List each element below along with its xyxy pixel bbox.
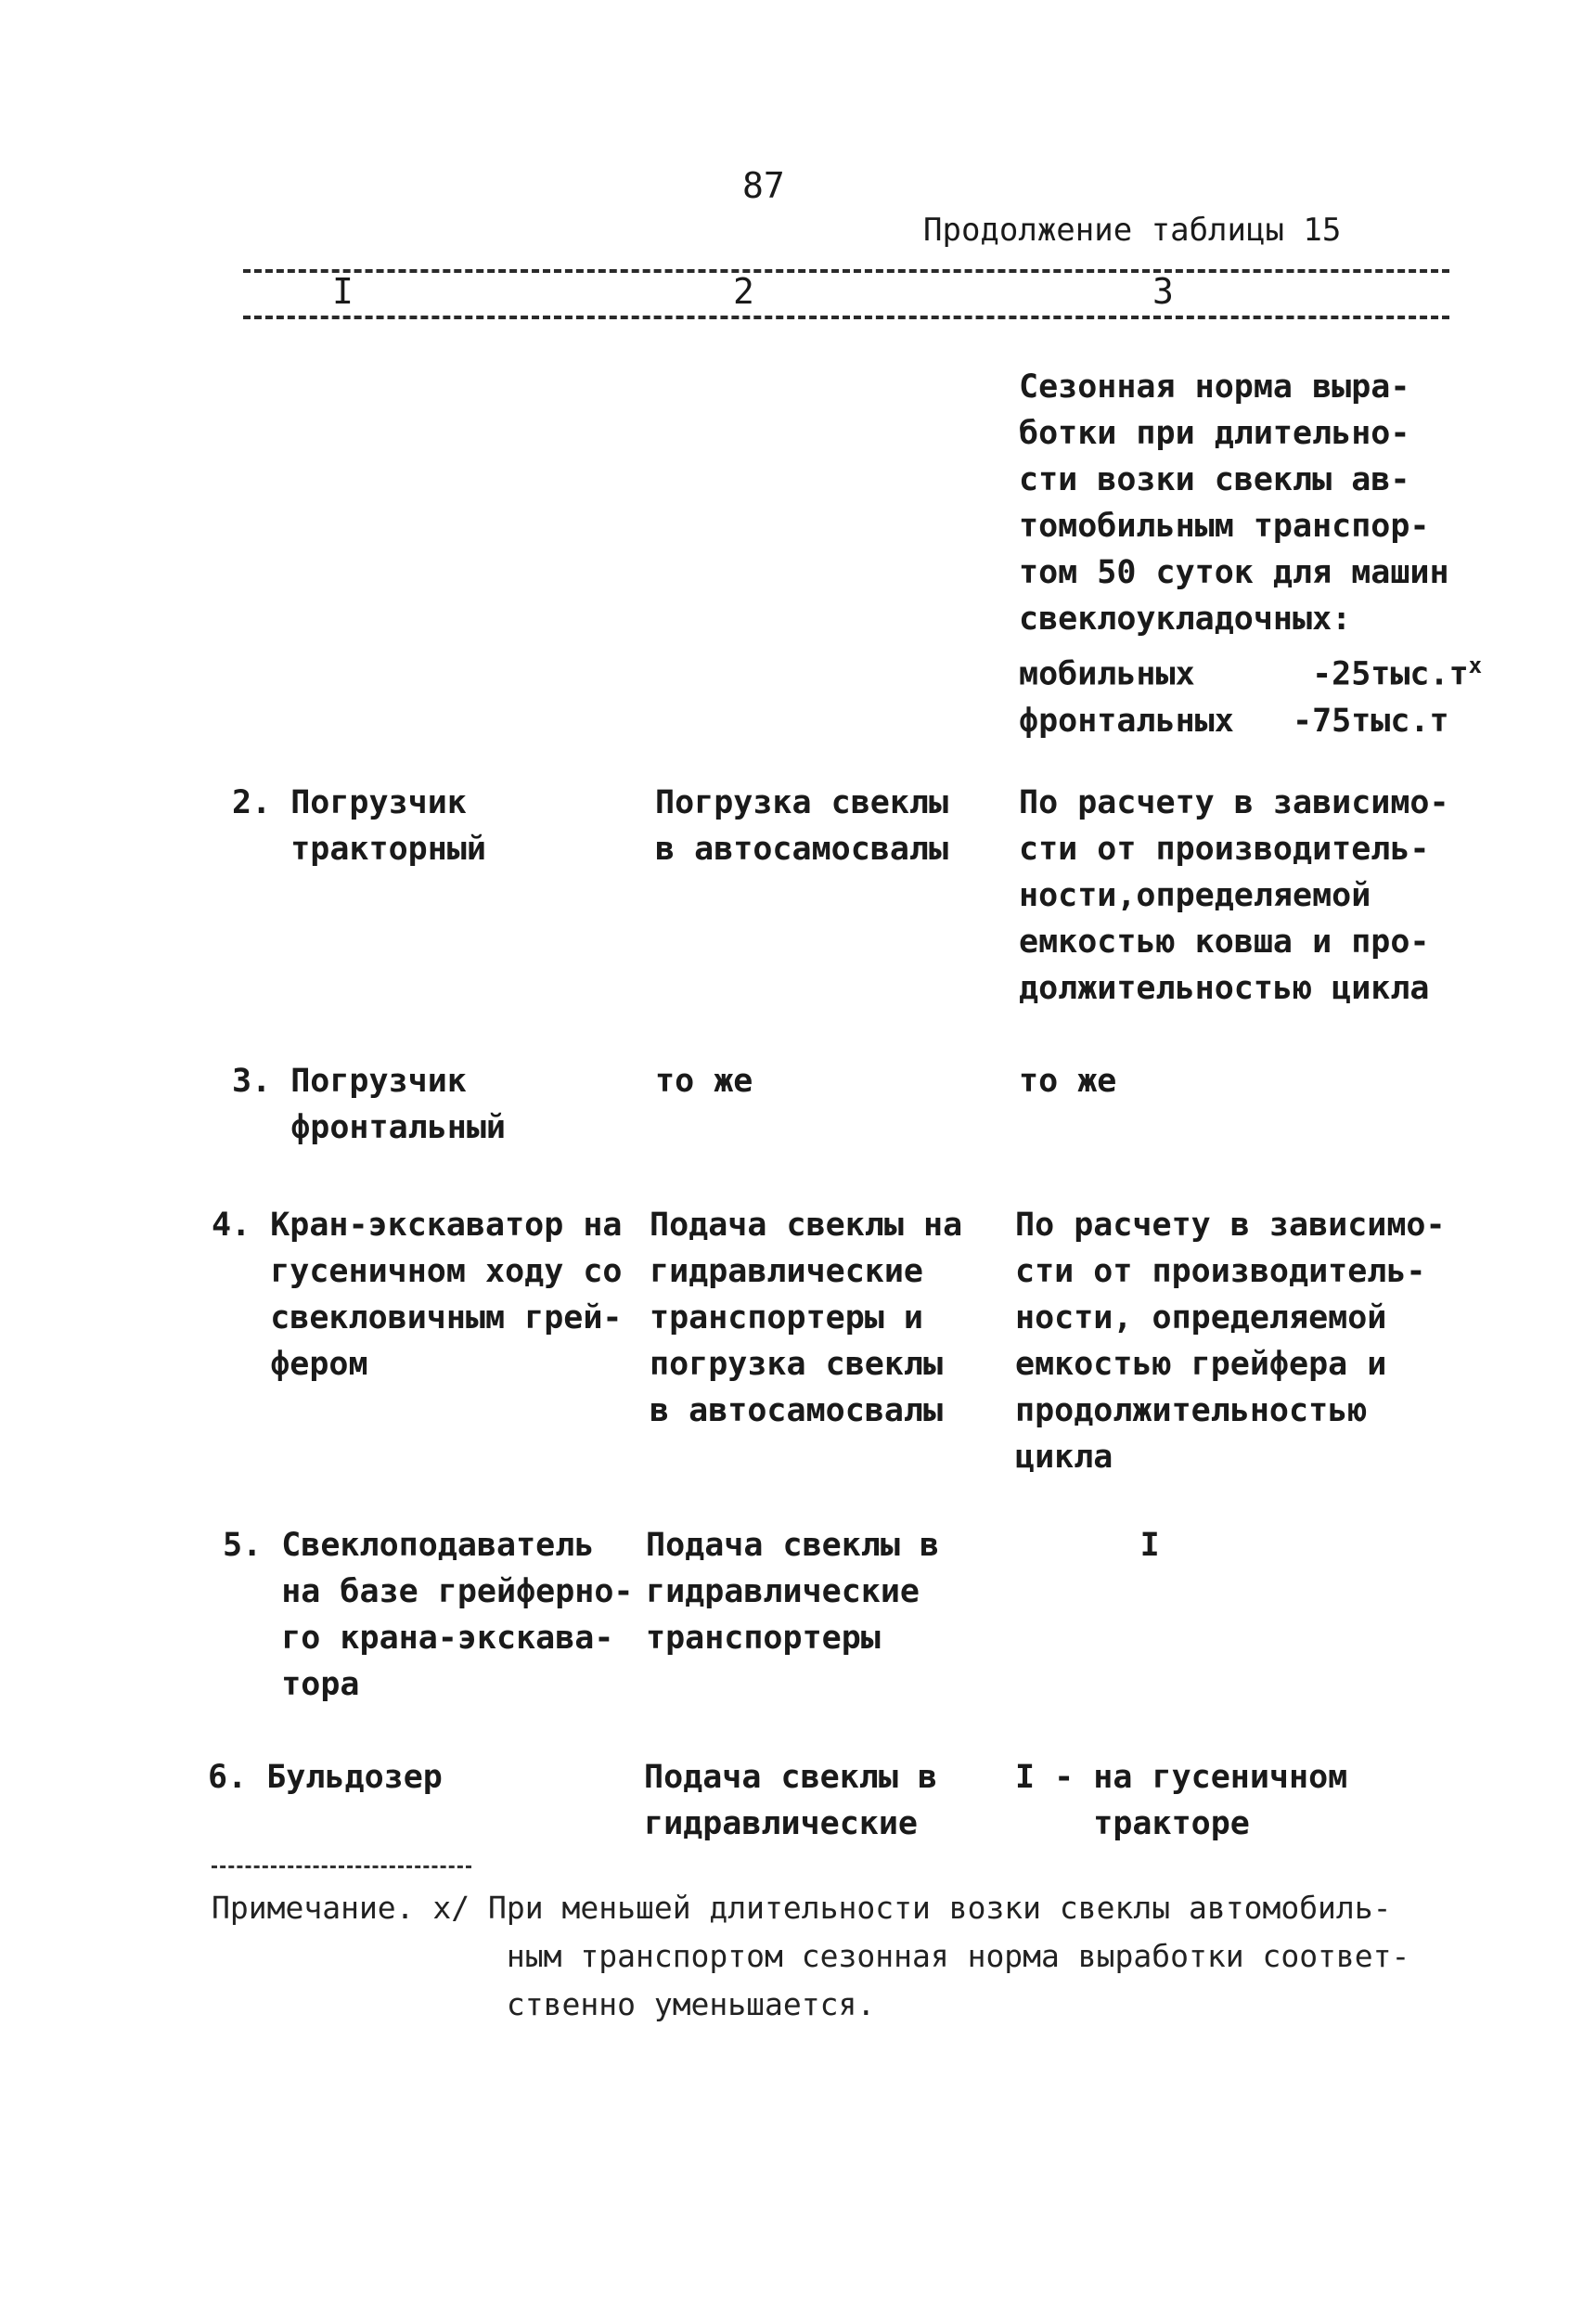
work-line: транспортеры и [650,1299,924,1336]
machine-line: свекловичным грей- [212,1299,623,1336]
row-5-work [646,1522,939,1661]
work-line: Подача свеклы в [646,1527,940,1564]
machine-line: тора [223,1666,360,1703]
page-number: 87 [742,165,785,206]
row-4-norm [1015,1202,1446,1480]
table-header-rule [243,316,1449,319]
machine-line: фером [212,1346,368,1383]
intro-norm-cell [1019,364,1482,744]
work-line: то же [655,1063,753,1100]
note-line: ственно уменьшается. [212,1986,876,2022]
norm-line: I [984,1527,1160,1564]
work-line: Подача свеклы на [650,1207,963,1244]
row-2-work [655,780,948,872]
norm-line: цикла [1015,1439,1113,1476]
row-5-norm [984,1522,1160,1569]
work-line: Подача свеклы в [644,1759,938,1796]
column-header-2: 2 [733,271,754,312]
intro-line: фронтальных -75тыс.т [1019,702,1449,740]
row-3-machine [232,1058,506,1151]
work-line: Погрузка свеклы [655,784,949,821]
work-line: транспортеры [646,1620,881,1657]
column-header-3: 3 [1152,271,1174,312]
row-6-machine [208,1754,443,1801]
intro-line-mobile [1019,642,1482,698]
norm-line: продолжительностью [1015,1392,1368,1429]
norm-line: По расчету в зависимо- [1015,1207,1446,1244]
machine-line: 4. Кран-экскаватор на [212,1207,623,1244]
row-6-work [644,1754,937,1847]
machine-line: фронтальный [232,1109,507,1146]
norm-line: По расчету в зависимо- [1019,784,1449,821]
norm-line: должительностью цикла [1019,970,1430,1007]
machine-line: 6. Бульдозер [208,1759,443,1796]
table-continuation-caption: Продолжение таблицы 15 [923,212,1342,249]
machine-line: 2. Погрузчик [232,784,467,821]
machine-line: 3. Погрузчик [232,1063,467,1100]
norm-line: емкостью ковша и про- [1019,923,1430,961]
row-4-machine [212,1202,623,1388]
machine-line: тракторный [232,831,486,868]
work-line: гидравлические [650,1253,924,1290]
machine-line: 5. Свеклоподаватель [223,1527,595,1564]
row-2-norm [1019,780,1449,1012]
column-header-1: I [332,271,354,312]
table-top-rule [243,269,1449,273]
footnote-mark: x [1468,652,1483,678]
row-2-machine [232,780,486,872]
norm-line: сти от производитель- [1019,831,1430,868]
norm-line: сти от производитель- [1015,1253,1426,1290]
machine-line: гусеничном ходу со [212,1253,623,1290]
intro-mobile-text: мобильных -25тыс.т [1019,655,1469,693]
intro-line: ботки при длительно- [1019,415,1410,452]
intro-line: свеклоукладочных: [1019,600,1352,638]
norm-line: ности,определяемой [1019,877,1371,914]
intro-line: томобильным транспор- [1019,508,1430,545]
table-note [212,1884,1409,2029]
row-3-work [655,1058,753,1104]
row-3-norm [1019,1058,1116,1104]
row-6-norm [1015,1754,1347,1847]
norm-line: то же [1019,1063,1117,1100]
row-5-machine [223,1522,634,1708]
footnote-rule [212,1866,471,1868]
intro-line: сти возки свеклы ав- [1019,461,1410,498]
note-line: ным транспортом сезонная норма выработки соответ- [212,1938,1410,1974]
machine-line: на базе грейферно- [223,1573,634,1610]
norm-line: тракторе [1015,1805,1250,1842]
intro-line: том 50 суток для машин [1019,554,1449,591]
work-line: гидравлические [646,1573,920,1610]
norm-line: ности, определяемой [1015,1299,1387,1336]
work-line: гидравлические [644,1805,919,1842]
note-line: Примечание. x/ При меньшей длительности возки свеклы автомобиль- [212,1890,1392,1926]
work-line: в автосамосвалы [650,1392,944,1429]
row-4-work [650,1202,962,1434]
norm-line: емкостью грейфера и [1015,1346,1387,1383]
work-line: в автосамосвалы [655,831,949,868]
norm-line: I - на гусеничном [1015,1759,1348,1796]
intro-line: Сезонная норма выра- [1019,368,1410,406]
work-line: погрузка свеклы [650,1346,944,1383]
machine-line: го крана-экскава- [223,1620,614,1657]
